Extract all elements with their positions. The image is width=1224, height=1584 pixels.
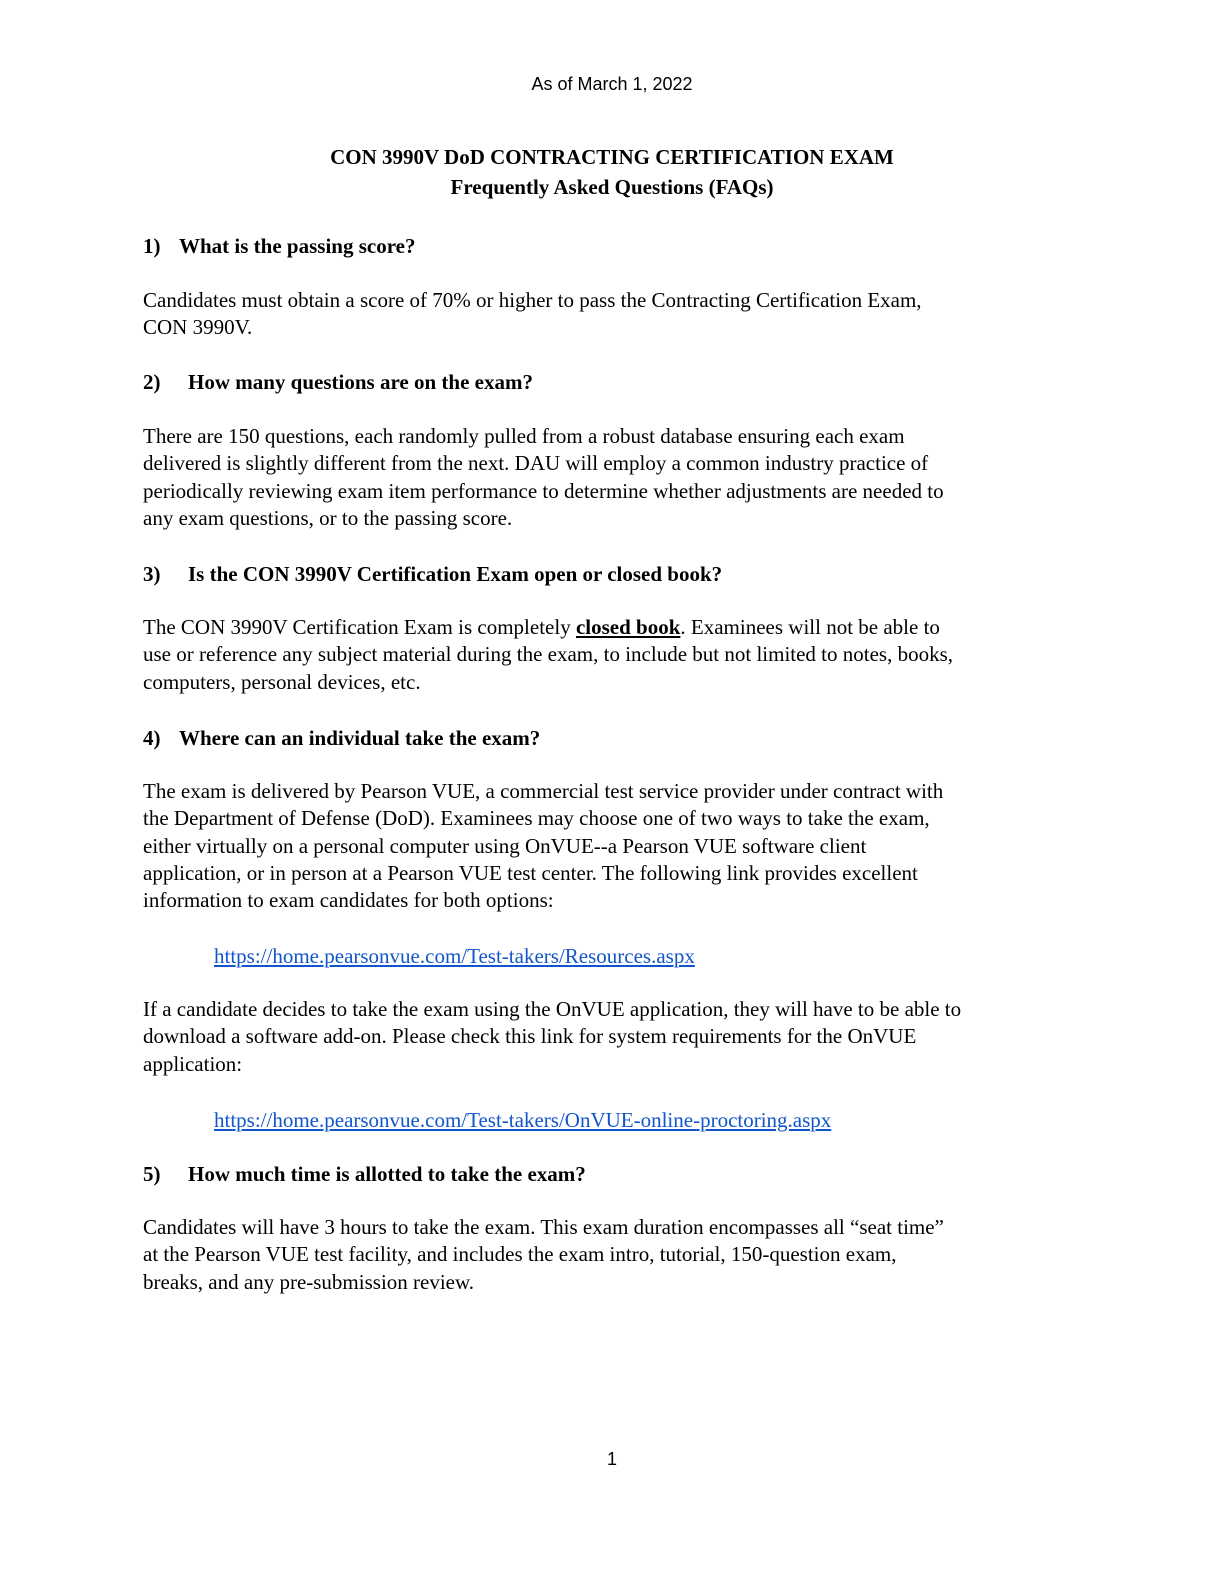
answer-line: application, or in person at a Pearson VUE test center. The following link provides excellent (143, 860, 918, 885)
answer-line: Candidates must obtain a score of 70% or higher to pass the Contracting Certification Exam, (143, 288, 922, 312)
faq-answer-1 (143, 287, 1083, 342)
answer-line: information to exam candidates for both options: (143, 888, 554, 913)
document-subtitle: Frequently Asked Questions (FAQs) (450, 175, 774, 199)
faq-answer-4 (143, 778, 1083, 914)
faq-question-text: What is the passing score? (179, 234, 416, 258)
onvue-proctoring-link[interactable]: https://home.pearsonvue.com/Test-takers/OnVUE-online-proctoring.aspx (214, 1108, 832, 1132)
answer-line: delivered is slightly different from the next. DAU will employ a common industry practice of (143, 451, 929, 476)
faq-question-3 (143, 560, 1083, 588)
answer-line: at the Pearson VUE test facility, and includes the exam intro, tutorial, 150-question exam, (143, 1242, 897, 1267)
faq-number: 4) (143, 726, 161, 750)
faq-question-5 (143, 1160, 1083, 1188)
faq-question-2 (143, 368, 1083, 396)
answer-line: The exam is delivered by Pearson VUE, a commercial test service provider under contract with (143, 779, 944, 803)
faq-number: 5) (143, 1162, 161, 1186)
faq-answer-2 (143, 423, 1083, 532)
faq-question-text: How much time is allotted to take the exam? (188, 1162, 586, 1186)
answer-line: the Department of Defense (DoD). Examinees may choose one of two ways to take the exam, (143, 806, 930, 831)
faq-answer-5 (143, 1214, 1083, 1296)
closed-book-emphasis: closed book (575, 615, 681, 639)
answer-line: periodically reviewing exam item performance to determine whether adjustments are needed to (143, 478, 944, 503)
answer-line: either virtually on a personal computer using OnVUE--a Pearson VUE software client (143, 833, 867, 858)
faq-question-text: How many questions are on the exam? (188, 370, 533, 394)
answer-line: Candidates will have 3 hours to take the exam. This exam duration encompasses all “seat time” (143, 1215, 944, 1239)
answer-line: There are 150 questions, each randomly pulled from a robust database ensuring each exam (143, 424, 905, 448)
answer-line: use or reference any subject material during the exam, to include but not limited to notes, books, (143, 642, 954, 667)
answer-line: If a candidate decides to take the exam using the OnVUE application, they will have to be able to (143, 997, 962, 1021)
answer-line: any exam questions, or to the passing score. (143, 505, 513, 530)
answer-line: application: (143, 1051, 243, 1076)
answer-line: breaks, and any pre-submission review. (143, 1269, 475, 1294)
answer-line (143, 614, 1083, 641)
answer-line: download a software add-on. Please check this link for system requirements for the OnVUE (143, 1024, 917, 1049)
answer-text: The CON 3990V Certification Exam is completely (143, 615, 576, 639)
page-number: 1 (606, 1449, 617, 1469)
faq-number: 3) (143, 562, 161, 586)
document-title: CON 3990V DoD CONTRACTING CERTIFICATION EXAM (330, 145, 894, 169)
answer-line: CON 3990V. (143, 315, 253, 340)
faq-question-text: Where can an individual take the exam? (179, 726, 541, 750)
document-date: As of March 1, 2022 (531, 74, 693, 94)
faq-answer-4b (143, 996, 1083, 1078)
faq-question-4 (143, 724, 1083, 752)
pearson-resources-link[interactable]: https://home.pearsonvue.com/Test-takers/Resources.aspx (214, 944, 695, 968)
faq-answer-3 (143, 614, 1083, 696)
answer-line: computers, personal devices, etc. (143, 669, 421, 694)
faq-number: 1) (143, 234, 161, 258)
faq-question-1 (143, 232, 1083, 260)
faq-question-text: Is the CON 3990V Certification Exam open or closed book? (188, 562, 723, 586)
answer-text: . Examinees will not be able to (680, 615, 940, 639)
faq-number: 2) (143, 370, 161, 394)
